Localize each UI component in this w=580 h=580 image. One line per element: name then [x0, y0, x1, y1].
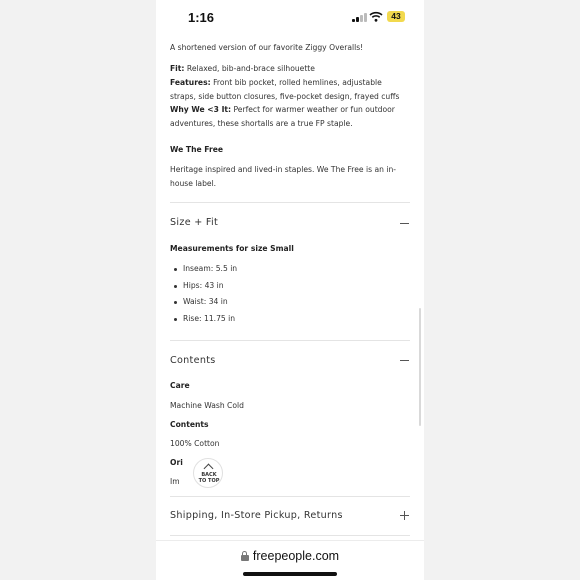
status-bar [156, 0, 424, 36]
divider [170, 496, 410, 497]
divider [170, 340, 410, 341]
back-to-top-line1: BACK [201, 472, 217, 478]
brand-description-continued: house label. [170, 179, 217, 188]
measurements-heading: Measurements for size Small [170, 244, 294, 253]
bullet-icon [174, 285, 177, 288]
browser-address-bar[interactable] [156, 540, 424, 580]
why-label: Why We <3 It: [170, 105, 232, 114]
minus-icon[interactable] [400, 219, 410, 229]
lock-icon [241, 551, 249, 561]
fit-label: Fit: [170, 64, 185, 73]
why-row [170, 103, 395, 117]
care-heading: Care [170, 381, 190, 390]
divider [170, 202, 410, 203]
home-indicator[interactable] [243, 572, 337, 576]
contents-heading: Contents [170, 420, 209, 429]
shipping-accordion-title[interactable]: Shipping, In-Store Pickup, Returns [170, 510, 343, 521]
divider [170, 535, 410, 536]
url-display[interactable] [156, 549, 424, 563]
wifi-icon [369, 11, 383, 22]
features-label: Features: [170, 78, 211, 87]
product-intro: A shortened version of our favorite Ziggy Overalls! [170, 43, 364, 52]
brand-description: Heritage inspired and lived-in staples. We The Free is an in- [170, 165, 397, 174]
measurement-rise: Rise: 11.75 in [183, 314, 236, 323]
plus-icon[interactable] [400, 511, 410, 521]
bullet-icon [174, 301, 177, 304]
url-text: freepeople.com [252, 549, 340, 563]
back-to-top-button[interactable] [193, 458, 223, 488]
care-text: Machine Wash Cold [170, 401, 244, 410]
cellular-signal-icon [352, 13, 368, 22]
minus-icon[interactable] [400, 356, 410, 366]
fit-text: Relaxed, bib-and-brace silhouette [186, 64, 315, 73]
measurement-inseam: Inseam: 5.5 in [183, 264, 238, 273]
features-text-continued: straps, side button closures, five-pocket design, frayed cuffs [170, 92, 400, 101]
contents-text: 100% Cotton [170, 439, 220, 448]
why-text: Perfect for warmer weather or fun outdoor [233, 105, 395, 114]
phone-screen [156, 0, 424, 580]
measurement-waist: Waist: 34 in [183, 297, 228, 306]
back-to-top-line2: TO TOP [198, 478, 220, 484]
origin-text: Im [170, 477, 180, 486]
contents-accordion-title[interactable]: Contents [170, 355, 216, 366]
size-fit-accordion-title[interactable]: Size + Fit [170, 217, 219, 228]
features-text: Front bib pocket, rolled hemlines, adjustable [213, 78, 382, 87]
back-to-top-label [194, 472, 224, 484]
features-row [170, 76, 382, 90]
battery-icon: 43 [387, 11, 405, 22]
bullet-icon [174, 318, 177, 321]
why-text-continued: adventures, these shortalls are a true FP staple. [170, 119, 353, 128]
origin-heading: Ori [170, 458, 183, 467]
bullet-icon [174, 268, 177, 271]
status-time: 1:16 [188, 10, 215, 25]
brand-heading: We The Free [170, 145, 224, 154]
fit-row [170, 62, 315, 76]
scrollbar[interactable] [419, 308, 421, 426]
measurement-hips: Hips: 43 in [183, 281, 224, 290]
